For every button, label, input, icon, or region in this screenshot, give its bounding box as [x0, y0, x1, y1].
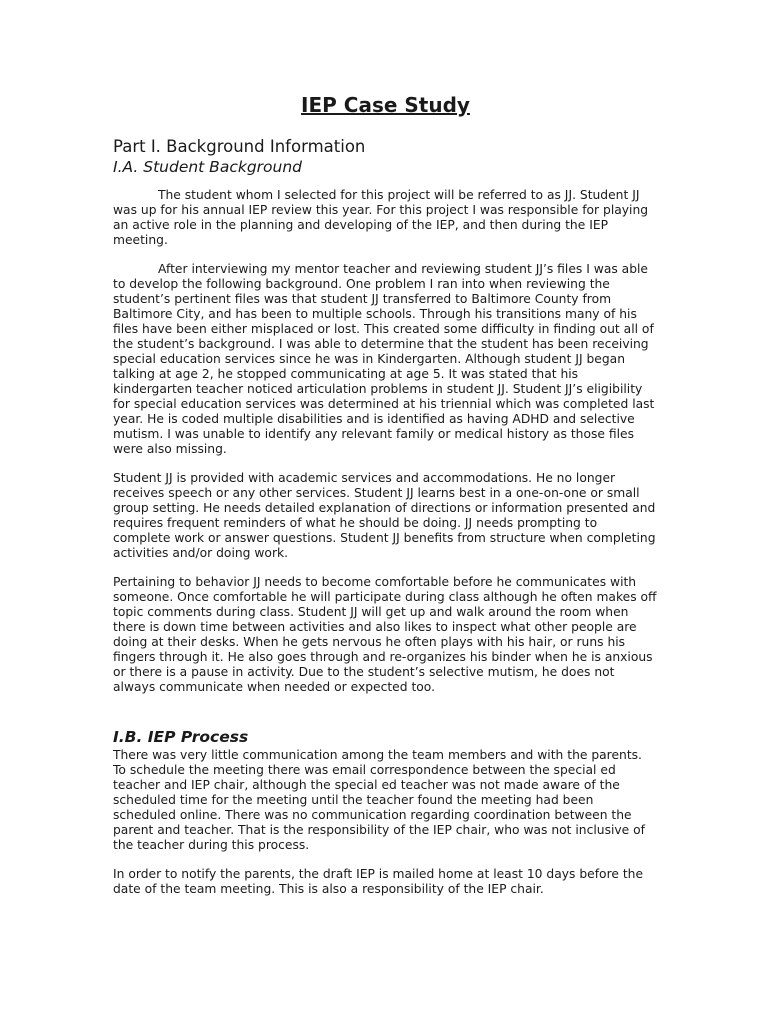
section-heading-iep-process: I.B. IEP Process — [113, 728, 249, 746]
paragraph: After interviewing my mentor teacher and reviewing student JJ’s files I was able to develop the following background. One problem I ran into when reviewing the student’s pertinent files was that student JJ transferred to Baltimore County from Baltimore City, and has been to multiple schools. Through his transitions many of his files have been either misplaced or lost. This created some difficulty in finding out all of the student’s background. I was able to determine that the student has been receiving special education services since he was in Kindergarten. Although student JJ began talking at age 2, he stopped communicating at age 5. It was stated that his kindergarten teacher noticed articulation problems in student JJ. Student JJ’s eligibility for special education services was determined at his triennial which was completed last year. He is coded multiple disabilities and is identified as having ADHD and selective mutism. I was unable to identify any relevant family or medical history as those files were also missing. — [113, 262, 655, 456]
document-title: IEP Case Study — [301, 93, 470, 117]
paragraph: In order to notify the parents, the draft IEP is mailed home at least 10 days before the date of the team meeting. This is also a responsibility of the IEP chair. — [113, 867, 644, 896]
paragraph: The student whom I selected for this project will be referred to as JJ. Student JJ was up for his annual IEP review this year. For this project I was responsible for playing an active role in the planning and developing of the IEP, and then during the IEP meeting. — [113, 188, 649, 247]
paragraph: Pertaining to behavior JJ needs to become comfortable before he communicates with someone. Once comfortable he will participate during class although he often makes off topic comments during class. Student JJ will get up and walk around the room when there is down time between activities and also likes to inspect what other people are doing at their desks. When he gets nervous he often plays with his hair, or runs his fingers through it. He also goes through and re-organizes his binder when he is anxious or there is a pause in activity. Due to the student’s selective mutism, he does not always communicate when needed or expected too. — [113, 575, 657, 694]
section-spacer — [113, 709, 658, 727]
paragraph: There was very little communication among the team members and with the parents. To schedule the meeting there was email correspondence between the special ed teacher and IEP chair, although the special ed teacher was not made aware of the scheduled time for the meeting until the teacher found the meeting had been scheduled online. There was no communication regarding coordination between the parent and teacher. That is the responsibility of the IEP chair, who was not inclusive of the teacher during this process. — [113, 748, 646, 852]
section-heading-student-background: I.A. Student Background — [113, 158, 302, 176]
document-page — [113, 92, 658, 911]
part-heading: Part I. Background Information — [113, 137, 366, 156]
paragraph: Student JJ is provided with academic services and accommodations. He no longer receives speech or any other services. Student JJ learns best in a one-on-one or small group setting. He needs detailed explanation of directions or information presented and requires frequent reminders of what he should be doing. JJ needs prompting to complete work or answer questions. Student JJ benefits from structure when completing activities and/or doing work. — [113, 471, 656, 560]
